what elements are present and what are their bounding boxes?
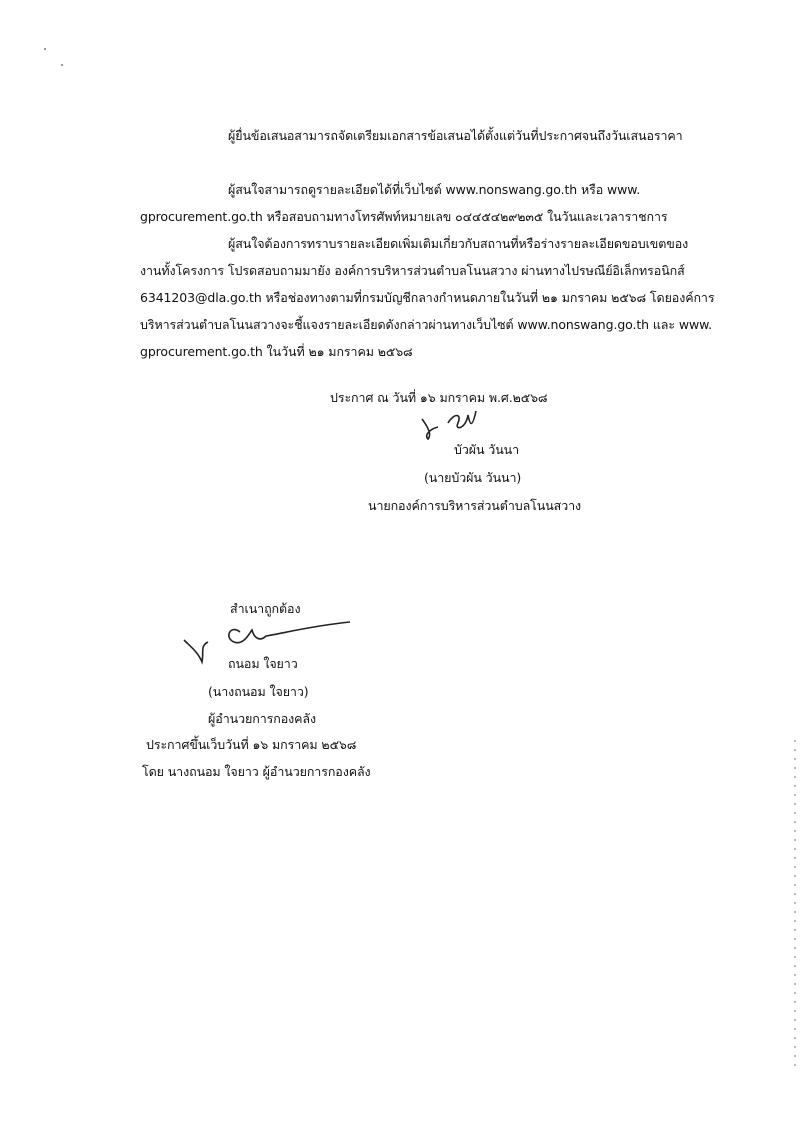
director-title: ผู้อำนวยการกองคลัง (208, 711, 316, 726)
paragraph-website-line1: ผู้สนใจสามารถดูรายละเอียดได้ที่เว็บไซต์ www.nonswang.go.th หรือ www. (228, 182, 641, 197)
posted-by: โดย นางถนอม ใจยาว ผู้อำนวยการกองคลัง (142, 764, 371, 779)
scan-speck (61, 64, 63, 66)
scan-edge-marks (794, 740, 796, 1070)
paragraph-inquiry-line5: gprocurement.go.th ในวันที่ ๒๑ มกราคม ๒๕๖๘ (140, 344, 413, 359)
web-posted-date: ประกาศขึ้นเว็บวันที่ ๑๖ มกราคม ๒๕๖๘ (146, 737, 357, 752)
announce-date: ประกาศ ณ วันที่ ๑๖ มกราคม พ.ศ.๒๕๖๘ (330, 390, 548, 405)
paragraph-inquiry-line3: 6341203@dla.go.th หรือช่องทางตามที่กรมบัญชีกลางกำหนดภายในวันที่ ๒๑ มกราคม ๒๕๖๘ โดยองค์การ (140, 290, 715, 305)
mayor-signature (418, 405, 498, 445)
mayor-name: บัวผัน วันนา (454, 442, 520, 457)
paragraph-inquiry-line4: บริหารส่วนตำบลโนนสวางจะชี้แจงรายละเอียดดังกล่าวผ่านทางเว็บไซต์ www.nonswang.go.th และ www. (140, 317, 712, 332)
director-full-name: (นางถนอม ใจยาว) (208, 684, 309, 699)
paragraph-website-line2: gprocurement.go.th หรือสอบถามทางโทรศัพท์หมายเลข ๐๔๔๕๔๒๙๒๓๕ ในวันและเวลาราชการ (140, 209, 668, 224)
mayor-title: นายกองค์การบริหารส่วนตำบลโนนสวาง (368, 498, 582, 513)
paragraph-inquiry-line2: งานทั้งโครงการ โปรดสอบถามมายัง องค์การบริหารส่วนตำบลโนนสวาง ผ่านทางไปรษณีย์อิเล็กทรอนิกส์ (140, 263, 685, 278)
paragraph-inquiry-line1: ผู้สนใจต้องการทราบรายละเอียดเพิ่มเติมเกี่ยวกับสถานที่หรือร่างรายละเอียดขอบเขตของ (228, 236, 689, 251)
scan-speck (44, 48, 46, 50)
director-name: ถนอม ใจยาว (228, 656, 298, 671)
certified-copy-label: สำเนาถูกต้อง (230, 601, 301, 616)
mayor-full-name: (นายบัวผัน วันนา) (424, 470, 522, 485)
paragraph-submission: ผู้ยื่นข้อเสนอสามารถจัดเตรียมเอกสารข้อเสนอได้ตั้งแต่วันที่ประกาศจนถึงวันเสนอราคา (228, 128, 683, 143)
